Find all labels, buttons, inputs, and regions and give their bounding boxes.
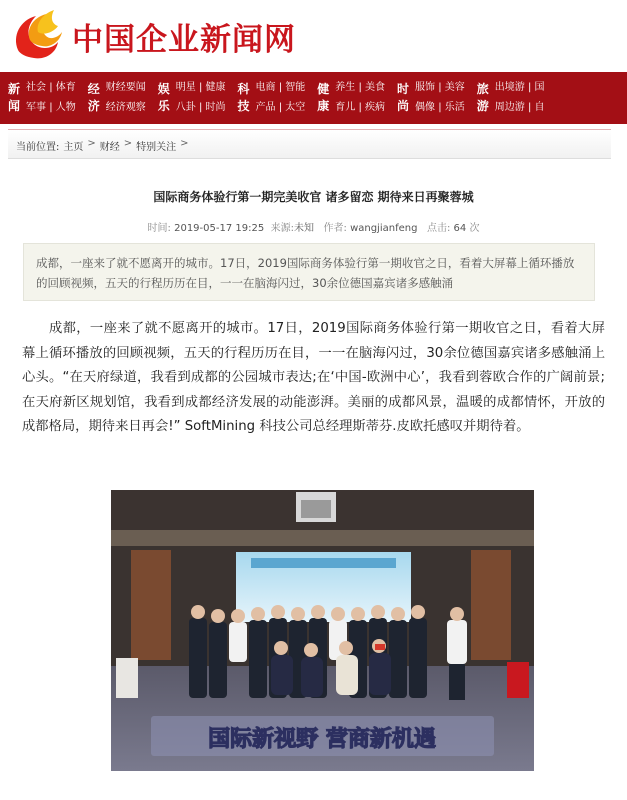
nav-category-char: 尚: [397, 99, 410, 113]
nav-category[interactable]: [477, 81, 489, 115]
nav-link[interactable]: 育儿 | 疾病: [335, 102, 386, 113]
breadcrumb-item[interactable]: 特别关注: [136, 142, 177, 153]
nav-link[interactable]: 养生 | 美食: [335, 82, 386, 93]
nav-link[interactable]: 偶像 | 乐活: [415, 102, 465, 113]
nav-link[interactable]: 电商 | 智能: [255, 82, 306, 93]
author-label: 作者:: [323, 223, 347, 234]
site-logo-text[interactable]: 中国企业新闻网: [72, 22, 296, 58]
nav-link[interactable]: 财经要闻: [105, 82, 146, 93]
nav-links: [106, 78, 146, 118]
time-label: 时间:: [147, 223, 171, 234]
nav-group: [309, 72, 385, 124]
photo-caption: 国际新视野 营商新机遇: [208, 727, 436, 752]
nav-category[interactable]: [158, 81, 170, 115]
nav-links: [26, 78, 76, 118]
nav-link[interactable]: 产品 | 太空: [255, 102, 306, 113]
nav-links: [335, 78, 385, 118]
article-summary: 成都，一座来了就不愿离开的城市。17日，2019国际商务体验行第一期收官之日，看着大屏幕上循环播放的回顾视频，五天的行程历历在目，一一在脑海闪过，30余位德国嘉宾诸多感触涌: [23, 243, 595, 301]
nav-category-char: 健: [317, 82, 330, 96]
author-value: wangjianfeng: [350, 223, 418, 234]
nav-link[interactable]: 明星 | 健康: [175, 82, 226, 93]
site-header: [0, 0, 627, 68]
publish-time: 2019-05-17 19:25: [174, 223, 265, 234]
nav-category[interactable]: [8, 81, 20, 115]
article-photo: [111, 490, 534, 771]
source-label: 来源:: [270, 223, 294, 234]
nav-links: [176, 78, 226, 118]
nav-group: [80, 72, 146, 124]
nav-link[interactable]: 经济观察: [105, 102, 146, 113]
nav-link[interactable]: 军事 | 人物: [26, 102, 76, 113]
clicks-label: 点击:: [426, 223, 451, 234]
breadcrumb-label: 当前位置:: [16, 142, 60, 153]
article-meta: [0, 219, 627, 234]
breadcrumb-separator: >: [180, 138, 189, 149]
article-title: 国际商务体验行第一期完美收官 诸多留恋 期待来日再聚蓉城: [153, 190, 474, 204]
nav-group: [150, 72, 226, 124]
nav-category-char: 康: [317, 99, 330, 113]
nav-links: [415, 78, 465, 118]
breadcrumb-separator: >: [87, 138, 96, 149]
nav-group: [0, 72, 76, 124]
clicks-count: 64: [453, 223, 467, 234]
breadcrumb-separator: >: [123, 138, 133, 149]
nav-category-char: 闻: [8, 99, 21, 113]
nav-category-char: 济: [87, 99, 100, 113]
article-body: 成都，一座来了就不愿离开的城市。17日，2019国际商务体验行第一期收官之日，看着大屏幕上循环播放的回顾视频，五天的行程历历在目，一一在脑海闪过，30余位德国嘉宾诸多感触涌上心头。“在天府绿道，我看到成都的公园城市表达;在‘中国-欧洲中心’，我看到蓉欧合作的广阔前景;在天府新区规划馆，我看到成都经济发展的动能澎湃。美丽的成都风景，温暖的成都情怀，开放的成都格局，期待来日再会!” SoftMining 科技公司总经理斯蒂芬.皮欧托感叹并期待着。: [22, 321, 605, 434]
breadcrumb-item[interactable]: 主页: [63, 142, 84, 153]
nav-link[interactable]: 周边游 | 自: [494, 102, 545, 113]
breadcrumb-item[interactable]: 财经: [99, 142, 120, 153]
nav-category[interactable]: [238, 81, 250, 115]
nav-link[interactable]: 服饰 | 美容: [415, 82, 465, 93]
nav-link[interactable]: 社会 | 体育: [26, 82, 76, 93]
nav-category-char: 乐: [157, 99, 170, 113]
event-group-photo: [111, 490, 534, 771]
nav-category[interactable]: [397, 81, 409, 115]
nav-category-char: 经: [87, 82, 100, 96]
nav-category-char: 科: [237, 82, 250, 96]
nav-links: [256, 78, 306, 118]
nav-group: [469, 72, 545, 124]
nav-link[interactable]: 八卦 | 时尚: [175, 102, 226, 113]
clicks-unit: 次: [469, 223, 480, 234]
nav-category-char: 游: [476, 99, 489, 113]
nav-category-char: 技: [237, 99, 250, 113]
nav-category-char: 时: [397, 82, 410, 96]
breadcrumb-bar: [8, 129, 611, 159]
main-nav: [0, 72, 627, 124]
nav-category-char: 娱: [157, 82, 170, 96]
nav-category[interactable]: [317, 81, 329, 115]
nav-category-char: 旅: [476, 82, 489, 96]
nav-group: [389, 72, 465, 124]
nav-group: [230, 72, 306, 124]
site-logo-icon[interactable]: [8, 6, 66, 62]
nav-category-char: 新: [8, 82, 21, 96]
nav-category[interactable]: [88, 81, 100, 115]
nav-link[interactable]: 出境游 | 国: [494, 82, 545, 93]
nav-links: [495, 78, 545, 118]
source-value: 未知: [293, 223, 314, 234]
breadcrumb: [16, 138, 189, 153]
